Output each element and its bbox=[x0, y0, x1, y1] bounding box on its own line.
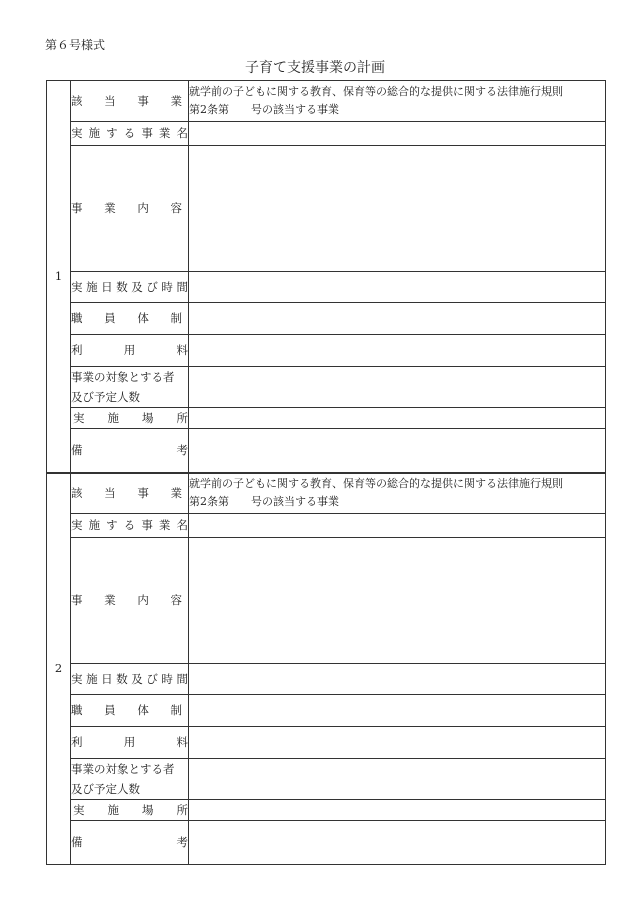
page-title: 子育て支援事業の計画 bbox=[245, 60, 385, 76]
label-dates-times: 実 施 日 数 及 び 時 間 bbox=[71, 272, 189, 303]
row-fee bbox=[47, 335, 606, 367]
label-fee: 利 用 料 bbox=[71, 727, 189, 759]
value-dates-times[interactable] bbox=[189, 664, 606, 695]
value-remarks[interactable] bbox=[189, 821, 606, 865]
value-target[interactable] bbox=[189, 367, 606, 408]
label-target: 事業の対象とする者 及び予定人数 bbox=[71, 367, 189, 408]
section-number: 1 bbox=[47, 81, 71, 473]
row-staff bbox=[47, 695, 606, 727]
value-project-name[interactable] bbox=[189, 122, 606, 146]
row-project-name bbox=[47, 122, 606, 146]
form-number: 第６号様式 bbox=[45, 38, 106, 52]
label-category: 該 当 事 業 bbox=[71, 81, 189, 122]
row-project-name bbox=[47, 514, 606, 538]
row-place bbox=[47, 408, 606, 429]
row-target bbox=[47, 367, 606, 408]
plan-section-1 bbox=[47, 81, 606, 473]
value-category[interactable]: 就学前の子どもに関する教育、保育等の総合的な提供に関する法律施行規則 第2条第 号の該当する事業 bbox=[189, 81, 606, 122]
value-place[interactable] bbox=[189, 800, 606, 821]
value-staff[interactable] bbox=[189, 695, 606, 727]
value-dates-times[interactable] bbox=[189, 272, 606, 303]
value-content[interactable] bbox=[189, 538, 606, 664]
row-target bbox=[47, 759, 606, 800]
label-remarks: 備 考 bbox=[71, 429, 189, 473]
value-project-name[interactable] bbox=[189, 514, 606, 538]
label-fee: 利 用 料 bbox=[71, 335, 189, 367]
row-content bbox=[47, 538, 606, 664]
value-content[interactable] bbox=[189, 146, 606, 272]
row-content bbox=[47, 146, 606, 272]
value-category[interactable]: 就学前の子どもに関する教育、保育等の総合的な提供に関する法律施行規則 第2条第 号の該当する事業 bbox=[189, 473, 606, 514]
label-staff: 職 員 体 制 bbox=[71, 695, 189, 727]
plan-section-2 bbox=[47, 473, 606, 865]
row-dates-times bbox=[47, 272, 606, 303]
row-remarks bbox=[47, 429, 606, 473]
value-target[interactable] bbox=[189, 759, 606, 800]
plan-table bbox=[46, 80, 606, 865]
label-place: 実 施 場 所 bbox=[71, 408, 189, 429]
value-fee[interactable] bbox=[189, 727, 606, 759]
label-content: 事 業 内 容 bbox=[71, 538, 189, 664]
value-staff[interactable] bbox=[189, 303, 606, 335]
label-target: 事業の対象とする者 及び予定人数 bbox=[71, 759, 189, 800]
row-dates-times bbox=[47, 664, 606, 695]
row-category bbox=[47, 81, 606, 122]
section-number: 2 bbox=[47, 473, 71, 865]
label-remarks: 備 考 bbox=[71, 821, 189, 865]
label-project-name: 実 施 す る 事 業 名 bbox=[71, 514, 189, 538]
label-category: 該 当 事 業 bbox=[71, 473, 189, 514]
value-fee[interactable] bbox=[189, 335, 606, 367]
label-dates-times: 実 施 日 数 及 び 時 間 bbox=[71, 664, 189, 695]
value-place[interactable] bbox=[189, 408, 606, 429]
row-place bbox=[47, 800, 606, 821]
label-staff: 職 員 体 制 bbox=[71, 303, 189, 335]
row-remarks bbox=[47, 821, 606, 865]
row-staff bbox=[47, 303, 606, 335]
label-content: 事 業 内 容 bbox=[71, 146, 189, 272]
label-place: 実 施 場 所 bbox=[71, 800, 189, 821]
value-remarks[interactable] bbox=[189, 429, 606, 473]
label-project-name: 実 施 す る 事 業 名 bbox=[71, 122, 189, 146]
row-fee bbox=[47, 727, 606, 759]
row-category bbox=[47, 473, 606, 514]
